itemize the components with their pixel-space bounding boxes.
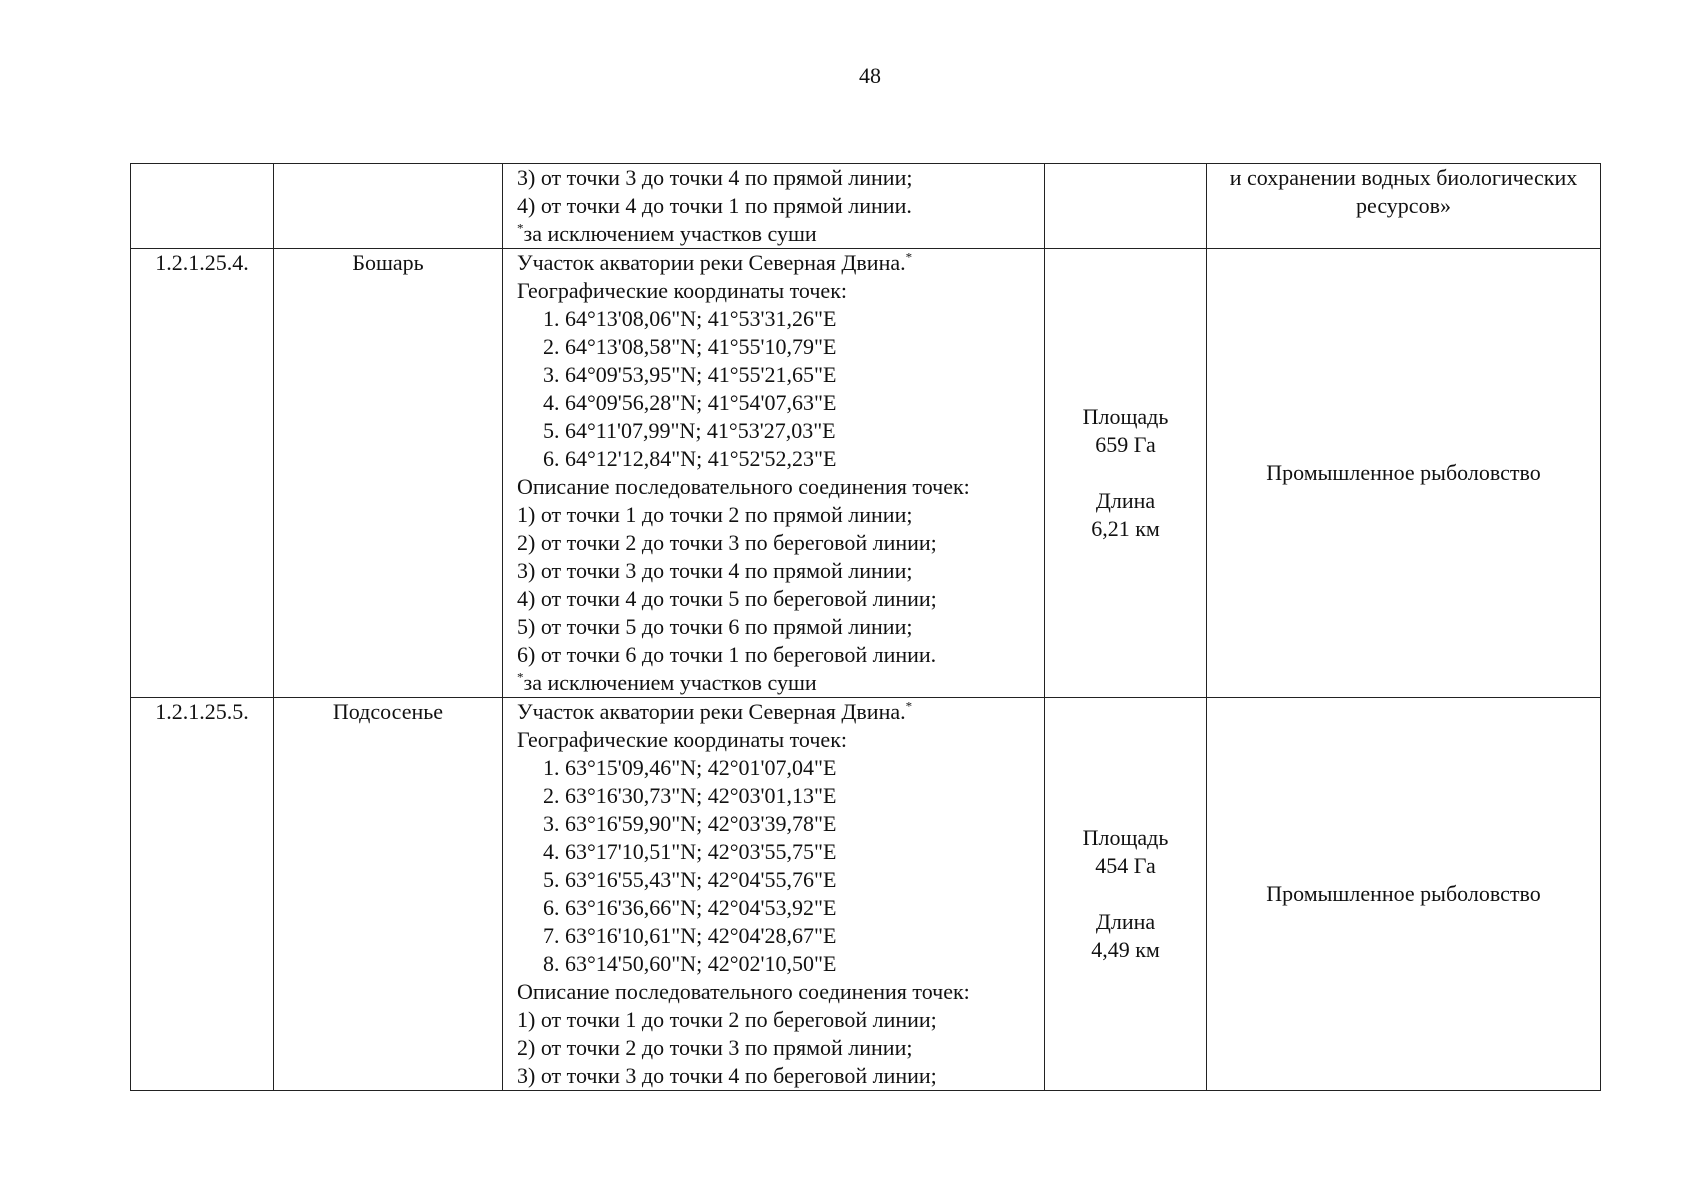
coords-heading: Географические координаты точек: <box>517 727 847 752</box>
footnote: *за исключением участков суши <box>517 669 817 695</box>
site-code: 1.2.1.25.4. <box>131 249 274 698</box>
coordinate-item: 2. 64°13'08,58"N; 41°55'10,79"E <box>543 334 837 359</box>
connection-line: 5) от точки 5 до точки 6 по прямой линии; <box>517 614 913 639</box>
area-value: 454 Га <box>1095 853 1156 878</box>
length-label: Длина <box>1095 909 1156 934</box>
area-label: Площадь <box>1082 404 1169 429</box>
coordinate-item: 5. 63°16'55,43"N; 42°04'55,76"E <box>543 867 837 892</box>
coordinate-item: 6. 63°16'36,66"N; 42°04'53,92"E <box>543 895 837 920</box>
cell-purpose: Промышленное рыболовство <box>1207 698 1601 1091</box>
table-row <box>131 698 1601 1091</box>
site-name: Бошарь <box>274 249 503 698</box>
page-number: 48 <box>859 63 881 88</box>
coordinate-item: 4. 64°09'56,28"N; 41°54'07,63"E <box>543 390 837 415</box>
fishing-sites-table <box>130 163 1601 1091</box>
site-code: 1.2.1.25.5. <box>131 698 274 1091</box>
site-name: Подсосенье <box>274 698 503 1091</box>
length-value: 4,49 км <box>1091 937 1160 962</box>
coordinate-item: 8. 63°14'50,60"N; 42°02'10,50"E <box>543 951 837 976</box>
cell-purpose: Промышленное рыболовство <box>1207 249 1601 698</box>
area-title: Участок акватории реки Северная Двина.* <box>517 249 913 275</box>
coords-heading: Географические координаты точек: <box>517 278 847 303</box>
connection-line: 1) от точки 1 до точки 2 по прямой линии; <box>517 502 913 527</box>
cell-metrics-empty <box>1045 164 1207 249</box>
connection-line: 3) от точки 3 до точки 4 по прямой линии; <box>517 165 913 190</box>
cell-code-empty <box>131 164 274 249</box>
cell-metrics <box>1045 698 1207 1091</box>
connection-line: 2) от точки 2 до точки 3 по прямой линии; <box>517 1035 913 1060</box>
connection-line: 1) от точки 1 до точки 2 по береговой линии; <box>517 1007 937 1032</box>
connection-heading: Описание последовательного соединения точек: <box>517 474 970 499</box>
area-title: Участок акватории реки Северная Двина.* <box>517 698 913 724</box>
coordinate-item: 1. 64°13'08,06"N; 41°53'31,26"E <box>543 306 837 331</box>
connection-line: 2) от точки 2 до точки 3 по береговой линии; <box>517 530 937 555</box>
connection-line: 4) от точки 4 до точки 5 по береговой линии; <box>517 586 937 611</box>
coordinate-item: 7. 63°16'10,61"N; 42°04'28,67"E <box>543 923 837 948</box>
connection-line: 3) от точки 3 до точки 4 по прямой линии; <box>517 558 913 583</box>
coordinate-item: 5. 64°11'07,99"N; 41°53'27,03"E <box>543 418 836 443</box>
connection-line: 4) от точки 4 до точки 1 по прямой линии. <box>517 193 912 218</box>
coordinate-item: 2. 63°16'30,73"N; 42°03'01,13"E <box>543 783 837 808</box>
cell-description <box>503 164 1045 249</box>
coordinate-item: 3. 63°16'59,90"N; 42°03'39,78"E <box>543 811 837 836</box>
cell-description <box>503 249 1045 698</box>
coordinate-item: 4. 63°17'10,51"N; 42°03'55,75"E <box>543 839 837 864</box>
footnote: *за исключением участков суши <box>517 220 817 246</box>
area-value: 659 Га <box>1095 432 1156 457</box>
connection-line: 6) от точки 6 до точки 1 по береговой линии. <box>517 642 937 667</box>
area-label: Площадь <box>1082 825 1169 850</box>
coordinate-item: 6. 64°12'12,84"N; 41°52'52,23"E <box>543 446 837 471</box>
cell-description <box>503 698 1045 1091</box>
connection-line: 3) от точки 3 до точки 4 по береговой линии; <box>517 1063 937 1088</box>
length-label: Длина <box>1095 488 1156 513</box>
cell-metrics <box>1045 249 1207 698</box>
connection-heading: Описание последовательного соединения точек: <box>517 979 970 1004</box>
coordinate-item: 3. 64°09'53,95"N; 41°55'21,65"E <box>543 362 837 387</box>
table-row <box>131 249 1601 698</box>
coordinate-item: 1. 63°15'09,46"N; 42°01'07,04"E <box>543 755 837 780</box>
table-row-continuation <box>131 164 1601 249</box>
length-value: 6,21 км <box>1091 516 1160 541</box>
cell-purpose: и сохранении водных биологических ресурсов» <box>1207 164 1601 249</box>
cell-name-empty <box>274 164 503 249</box>
